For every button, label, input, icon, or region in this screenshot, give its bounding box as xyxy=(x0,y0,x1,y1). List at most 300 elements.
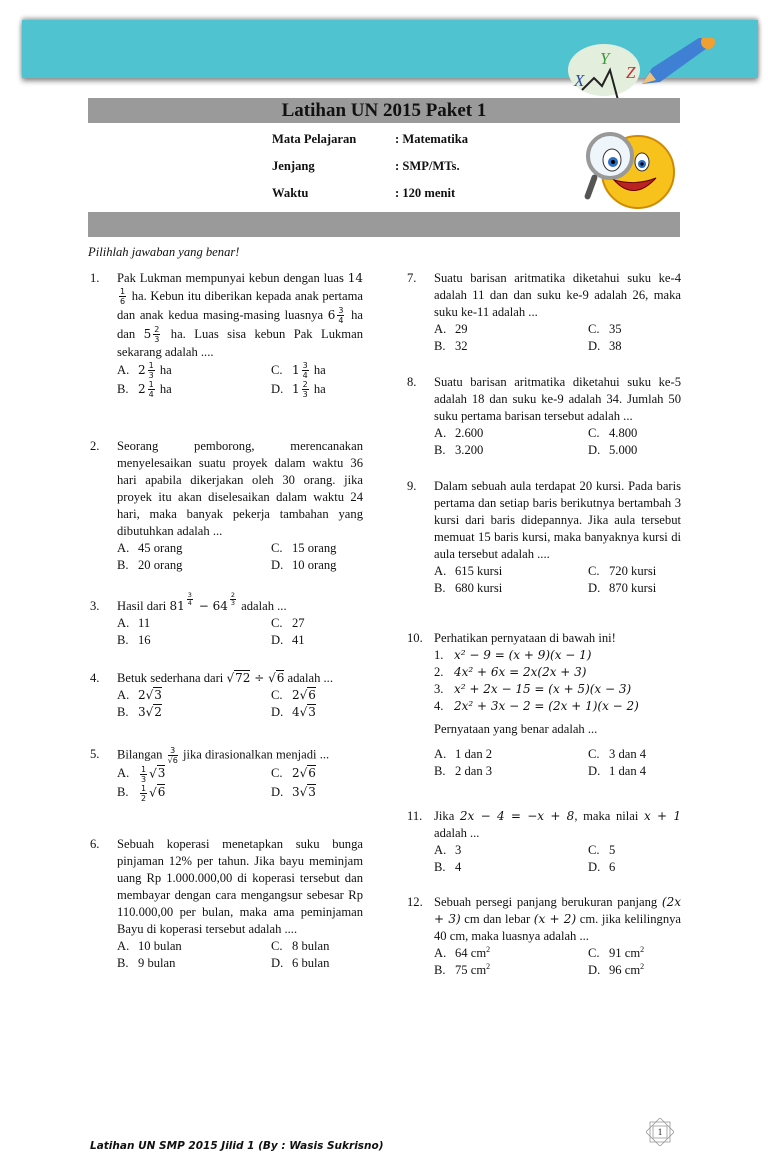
answer-options xyxy=(434,321,681,355)
answer-option-d xyxy=(271,704,363,721)
answer-option-c xyxy=(588,563,681,580)
option-letter: C. xyxy=(588,322,600,336)
option-letter: C. xyxy=(271,616,283,630)
answer-option-c xyxy=(588,842,681,859)
text-run: Dalam sebuah aula terdapat 20 kursi. Pada baris pertama dan setiap baris berikutnya bertambah 3 kursi dari baris didepannya. Jika aula tersebut memuat 15 baris kursi, maka banyaknya kursi di aula tersebut adalah .... xyxy=(434,479,681,561)
text-run: 96 cm xyxy=(609,963,641,977)
text-run: Pak Lukman mempunyai kebun dengan luas xyxy=(117,271,348,285)
fraction xyxy=(148,361,155,380)
text-run: cm. jika kelilingnya 40 cm, maka luasnya adalah ... xyxy=(434,912,682,943)
fraction xyxy=(140,784,147,803)
coefficient: 3 xyxy=(138,705,146,719)
text-run: adalah ... xyxy=(238,599,287,613)
answer-option-c xyxy=(271,361,363,380)
question-body xyxy=(117,746,363,803)
answer-option-c xyxy=(271,765,363,784)
question-8 xyxy=(407,374,681,459)
answer-option-a xyxy=(434,842,588,859)
square-root xyxy=(149,765,165,780)
denominator: 3 xyxy=(141,775,147,784)
answer-option-c xyxy=(271,938,363,955)
text-run: 1 dan 4 xyxy=(609,764,647,778)
option-letter: C. xyxy=(588,426,600,440)
question-number: 7. xyxy=(407,271,417,285)
question-number: 5. xyxy=(90,747,100,761)
answer-option-d xyxy=(271,380,363,399)
radicand: 6 xyxy=(157,785,166,800)
answer-options xyxy=(117,765,363,803)
denominator: 4 xyxy=(187,599,192,607)
mixed-number xyxy=(138,380,157,399)
answer-option-b xyxy=(117,784,271,803)
statement-item xyxy=(434,664,681,681)
text-run: 4.800 xyxy=(609,426,638,440)
numerator: 1 xyxy=(120,287,126,296)
question-body xyxy=(434,374,681,459)
radicand: 6 xyxy=(308,766,316,780)
numerator: 2 xyxy=(230,591,235,599)
radical-sign: √ xyxy=(145,688,154,702)
answer-options xyxy=(117,615,363,649)
text-run: Sebuah koperasi menetapkan suku bunga pinjaman 12% per tahun. Jika bayu meminjam uang Rp 1.000.000,00 di koperasi tersebut dan membayar dengan cara mengangsur sebesar Rp 110.000,00 per bulan, maka ama peminjaman Bayu di koperasi tersebut adalah .... xyxy=(117,837,363,936)
radicand: 3 xyxy=(308,785,316,799)
whole-part: 5 xyxy=(143,327,152,341)
fraction xyxy=(302,361,309,380)
denominator: 3 xyxy=(148,371,154,380)
superscript: 2 xyxy=(640,961,645,971)
text-run: 8 bulan xyxy=(292,939,330,953)
answer-option-d xyxy=(271,784,363,803)
math-expression: x² − 9 = (x + 9)(x − 1) xyxy=(454,648,592,662)
denominator: 4 xyxy=(302,371,308,380)
info-row-subject xyxy=(272,132,469,147)
option-letter: C. xyxy=(588,946,600,960)
option-letter: B. xyxy=(117,382,129,396)
exponent xyxy=(228,592,238,606)
mixed-number xyxy=(138,361,157,380)
numerator: 3 xyxy=(187,591,192,599)
answer-option-c xyxy=(271,615,363,632)
answer-options xyxy=(117,687,363,721)
question-body xyxy=(117,591,363,649)
answer-options xyxy=(434,746,681,780)
statement-list xyxy=(434,647,681,715)
answer-option-d xyxy=(271,632,363,649)
fraction xyxy=(337,306,344,325)
question-body xyxy=(434,630,681,780)
answer-option-a xyxy=(117,687,271,704)
coefficient: 2 xyxy=(292,766,300,780)
option-letter: D. xyxy=(271,382,284,396)
option-letter: D. xyxy=(588,860,601,874)
option-letter: C. xyxy=(588,564,600,578)
question-text xyxy=(434,630,681,647)
answer-options xyxy=(117,540,363,574)
answer-option-a xyxy=(117,540,271,557)
text-run: 4 xyxy=(455,860,462,874)
info-value: : SMP/MTs. xyxy=(395,159,460,173)
text-run: 10 bulan xyxy=(138,939,182,953)
question-3 xyxy=(90,591,363,649)
text-run: 15 orang xyxy=(292,541,337,555)
text-run: Sebuah persegi panjang berukuran panjang xyxy=(434,895,662,909)
answer-options xyxy=(117,361,363,399)
answer-option-a xyxy=(434,945,588,962)
info-key: Mata Pelajaran xyxy=(272,132,357,146)
smiley-magnifier-image xyxy=(580,128,680,212)
radical-sign: √ xyxy=(299,705,308,719)
radical-sign: √ xyxy=(299,766,308,780)
text-run: ha xyxy=(156,382,172,396)
square-root xyxy=(292,687,316,702)
question-text xyxy=(117,836,363,938)
svg-text:Y: Y xyxy=(600,49,610,68)
fraction xyxy=(168,746,178,765)
option-letter: A. xyxy=(434,564,447,578)
statement-number: 2. xyxy=(434,665,444,679)
text-run: ha xyxy=(310,363,326,377)
mixed-number xyxy=(292,380,311,399)
answer-option-a xyxy=(434,425,588,442)
answer-options xyxy=(434,945,681,979)
math-expression: ÷ xyxy=(250,671,269,685)
text-run: 64 cm xyxy=(455,946,487,960)
math-expression: − xyxy=(194,599,213,613)
option-letter: D. xyxy=(271,558,284,572)
question-2 xyxy=(90,438,363,574)
text-run: adalah ... xyxy=(284,671,333,685)
text-run: jika dirasionalkan menjadi ... xyxy=(179,747,330,762)
radical-sign: √ xyxy=(299,688,308,702)
answer-option-b xyxy=(117,704,271,721)
answer-option-b xyxy=(117,955,271,972)
statement-number: 4. xyxy=(434,699,444,713)
math-expression: (x + 2) xyxy=(533,912,577,926)
statement-item xyxy=(434,647,681,664)
question-number: 9. xyxy=(407,479,417,493)
text-run: Betuk sederhana dari xyxy=(117,671,227,685)
question-text xyxy=(434,808,681,842)
base: 81 xyxy=(169,599,185,613)
numerator: 1 xyxy=(148,380,154,389)
option-letter: A. xyxy=(117,939,130,953)
option-letter: A. xyxy=(434,426,447,440)
option-letter: A. xyxy=(117,363,130,377)
option-letter: C. xyxy=(271,766,283,780)
answer-option-b xyxy=(434,580,588,597)
text-run: 29 xyxy=(455,322,468,336)
option-letter: B. xyxy=(117,705,129,719)
text-run: cm dan lebar xyxy=(460,912,534,926)
radicand: 3 xyxy=(157,766,166,781)
answer-option-b xyxy=(434,859,588,876)
question-number: 10. xyxy=(407,631,423,645)
xyz-pencil-logo xyxy=(562,38,732,98)
option-letter: D. xyxy=(271,956,284,970)
statement-item xyxy=(434,698,681,715)
option-letter: C. xyxy=(271,688,283,702)
footer-text: Latihan UN SMP 2015 Jilid 1 (By : Wasis Sukrisno) xyxy=(90,1140,384,1152)
whole-part: 2 xyxy=(138,382,146,396)
square-root xyxy=(226,670,250,685)
numerator: 1 xyxy=(141,765,147,774)
instruction-text: Pilihlah jawaban yang benar! xyxy=(88,245,240,259)
text-run: 27 xyxy=(292,616,305,630)
numerator: 3 xyxy=(168,746,178,756)
answer-option-b xyxy=(117,557,271,574)
header-banner xyxy=(22,20,758,90)
question-9 xyxy=(407,478,681,597)
whole-part: 1 xyxy=(292,382,300,396)
option-letter: B. xyxy=(434,860,446,874)
question-text xyxy=(117,670,363,687)
radicand: 3 xyxy=(308,705,316,719)
answer-option-d xyxy=(271,955,363,972)
answer-option-b xyxy=(434,338,588,355)
question-body xyxy=(117,670,363,721)
info-value: : Matematika xyxy=(395,132,469,146)
statement-item xyxy=(434,681,681,698)
answer-options xyxy=(434,425,681,459)
text-run: 5.000 xyxy=(609,443,638,457)
superscript: 2 xyxy=(486,944,491,954)
question-text xyxy=(434,270,681,321)
fraction xyxy=(140,765,147,784)
text-run: Hasil dari xyxy=(117,599,170,613)
answer-option-a xyxy=(434,746,588,763)
answer-option-a xyxy=(117,765,271,784)
question-number: 11. xyxy=(407,809,423,823)
answer-option-d xyxy=(588,338,681,355)
option-letter: B. xyxy=(434,581,446,595)
fraction xyxy=(230,592,236,607)
option-letter: D. xyxy=(588,581,601,595)
fraction xyxy=(187,592,193,607)
mixed-number xyxy=(143,325,163,344)
option-letter: A. xyxy=(117,541,130,555)
fraction xyxy=(148,380,155,399)
question-number: 12. xyxy=(407,895,423,909)
numerator: 2 xyxy=(154,325,160,334)
text-run: Bilangan xyxy=(117,747,166,762)
text-run: 3 xyxy=(455,843,462,857)
option-letter: B. xyxy=(434,764,446,778)
answer-option-b xyxy=(434,962,588,979)
question-number: 4. xyxy=(90,671,100,685)
option-letter: B. xyxy=(117,633,129,647)
text-run: Perhatikan pernyataan di bawah ini! xyxy=(434,631,616,645)
denominator: 6 xyxy=(120,297,126,306)
text-run: 11 xyxy=(138,616,151,630)
text-run: 32 xyxy=(455,339,468,353)
option-letter: D. xyxy=(588,443,601,457)
text-run: , maka nilai xyxy=(574,809,644,823)
answer-option-d xyxy=(588,763,681,780)
text-run: 9 bulan xyxy=(138,956,176,970)
answer-options xyxy=(434,563,681,597)
whole-part: 2 xyxy=(138,363,146,377)
question-number: 8. xyxy=(407,375,417,389)
text-run: 10 orang xyxy=(292,558,337,572)
answer-option-b xyxy=(117,380,271,399)
question-number: 3. xyxy=(90,599,100,613)
whole-part: 1 xyxy=(292,363,300,377)
question-text xyxy=(117,270,363,361)
text-run: ha xyxy=(156,363,172,377)
square-root xyxy=(138,687,162,702)
info-key: Jenjang xyxy=(272,159,315,173)
math-expression: x + 1 xyxy=(643,809,682,823)
denominator: √6 xyxy=(167,756,178,765)
denominator: 4 xyxy=(338,316,344,325)
radicand: 6 xyxy=(308,688,316,702)
mixed-number xyxy=(327,306,347,325)
radicand: 3 xyxy=(154,688,162,702)
option-letter: C. xyxy=(588,843,600,857)
option-letter: C. xyxy=(588,747,600,761)
numerator: 1 xyxy=(148,361,154,370)
option-letter: B. xyxy=(117,956,129,970)
text-run: 2 dan 3 xyxy=(455,764,493,778)
mixed-number xyxy=(292,361,311,380)
square-root xyxy=(292,765,316,780)
text-run: 91 cm xyxy=(609,946,641,960)
base: 64 xyxy=(212,599,228,613)
text-run: 680 kursi xyxy=(455,581,503,595)
header-divider-bar xyxy=(88,212,680,237)
text-run: 16 xyxy=(138,633,151,647)
math-expression: 2x² + 3x − 2 = (2x + 1)(x − 2) xyxy=(454,699,639,713)
option-letter: A. xyxy=(434,747,447,761)
whole-part: 6 xyxy=(327,308,336,322)
math-expression: x² + 2x − 15 = (x + 5)(x − 3) xyxy=(454,682,632,696)
numerator: 3 xyxy=(338,306,344,315)
square-root xyxy=(292,784,316,799)
coefficient: 3 xyxy=(292,785,300,799)
text-run: ha. Luas sisa kebun Pak Lukman sekarang adalah .... xyxy=(117,327,363,359)
question-body xyxy=(434,894,681,979)
denominator: 4 xyxy=(148,390,154,399)
question-7 xyxy=(407,270,681,355)
statement-number: 3. xyxy=(434,682,444,696)
question-number: 6. xyxy=(90,837,100,851)
option-letter: D. xyxy=(588,764,601,778)
text-run: Suatu barisan aritmatika diketahui suku ke-5 adalah 18 dan suku ke-9 adalah 34. Jumlah 50 suku pertama barisan tersebut adalah ... xyxy=(434,375,681,423)
answer-option-d xyxy=(271,557,363,574)
radical-sign: √ xyxy=(226,671,235,685)
option-letter: A. xyxy=(434,946,447,960)
coefficient: 2 xyxy=(138,688,146,702)
option-letter: C. xyxy=(271,363,283,377)
fraction xyxy=(153,325,160,344)
text-run: adalah ... xyxy=(434,826,480,840)
text-run: ha dan xyxy=(117,308,363,341)
answer-option-d xyxy=(588,962,681,979)
answer-option-b xyxy=(434,442,588,459)
radical-sign: √ xyxy=(149,766,157,781)
question-number: 2. xyxy=(90,439,100,453)
coefficient: 2 xyxy=(292,688,300,702)
answer-option-c xyxy=(271,687,363,704)
option-letter: D. xyxy=(271,705,284,719)
math-expression: 2x − 4 = −x + 8 xyxy=(459,809,575,823)
option-letter: A. xyxy=(117,766,130,781)
question-number: 1. xyxy=(90,271,100,285)
option-letter: A. xyxy=(117,688,130,702)
square-root xyxy=(138,704,162,719)
denominator: 3 xyxy=(154,335,160,344)
answer-option-c xyxy=(588,425,681,442)
radical-sign: √ xyxy=(268,671,276,685)
question-5 xyxy=(90,746,363,803)
question-1 xyxy=(90,270,363,399)
text-run: 75 cm xyxy=(455,963,487,977)
text-run: 45 orang xyxy=(138,541,183,555)
option-letter: D. xyxy=(271,633,284,647)
answer-option-b xyxy=(434,763,588,780)
answer-option-c xyxy=(588,321,681,338)
text-run: 6 xyxy=(609,860,616,874)
question-body xyxy=(434,270,681,355)
option-letter: A. xyxy=(434,843,447,857)
text-run: 870 kursi xyxy=(609,581,657,595)
superscript: 2 xyxy=(640,944,645,954)
page-number: 1 xyxy=(657,1127,663,1137)
fraction xyxy=(302,380,309,399)
whole-part: 14 xyxy=(347,271,363,285)
answer-option-b xyxy=(117,632,271,649)
answer-option-c xyxy=(588,945,681,962)
question-10 xyxy=(407,630,681,780)
power-expression xyxy=(213,592,238,613)
question-text xyxy=(117,746,363,765)
numerator: 3 xyxy=(302,361,308,370)
text-run: 6 bulan xyxy=(292,956,330,970)
exponent xyxy=(185,592,195,606)
question-prompt: Pernyataan yang benar adalah ... xyxy=(434,722,598,736)
radical-sign: √ xyxy=(149,785,157,800)
math-expression: 4x² + 6x = 2x(2x + 3) xyxy=(454,665,587,679)
text-run: Seorang pemborong, merencanakan menyelesaikan suatu proyek dalam waktu 36 hari apabila dikerjakan oleh 30 orang. jika proyek itu akan diselesaikan dalam waktu 24 hari, maka banyak pekerja tambahan yang dibutuhkan adalah ... xyxy=(117,439,363,538)
text-run: Suatu barisan aritmatika diketahui suku ke-4 adalah 11 dan dan suku ke-9 adalah 26, maka suku ke-11 adalah ... xyxy=(434,271,681,319)
text-run: 35 xyxy=(609,322,622,336)
radical-sign: √ xyxy=(299,785,308,799)
info-value: : 120 menit xyxy=(395,186,456,200)
text-run: 2.600 xyxy=(455,426,484,440)
question-body xyxy=(117,836,363,972)
option-letter: B. xyxy=(117,785,129,800)
square-root xyxy=(292,704,316,719)
answer-option-d xyxy=(588,580,681,597)
square-root xyxy=(268,670,284,685)
info-row-level xyxy=(272,159,460,174)
question-11 xyxy=(407,808,681,876)
question-body xyxy=(434,478,681,597)
info-key: Waktu xyxy=(272,186,309,200)
denominator: 2 xyxy=(141,794,147,803)
power-expression xyxy=(169,592,194,613)
fraction xyxy=(119,287,126,306)
question-text xyxy=(117,438,363,540)
page-title: Latihan UN 2015 Paket 1 xyxy=(88,98,680,123)
answer-option-c xyxy=(271,540,363,557)
question-body xyxy=(117,270,363,399)
radical-sign: √ xyxy=(145,705,154,719)
denominator: 3 xyxy=(230,599,235,607)
text-run: 3.200 xyxy=(455,443,484,457)
option-letter: D. xyxy=(588,963,601,977)
text-run: Jika xyxy=(434,809,460,823)
